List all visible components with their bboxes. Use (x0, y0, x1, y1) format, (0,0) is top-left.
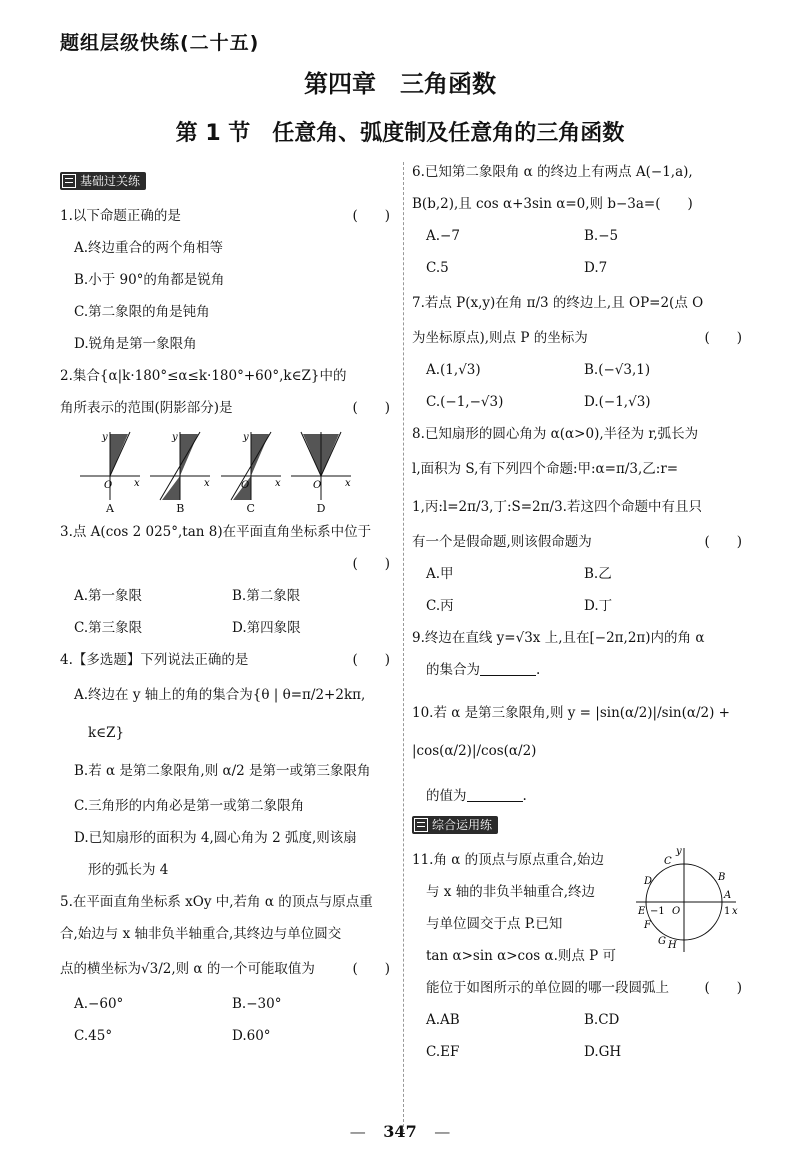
q4-option-a-line2: k∈Z} (88, 725, 125, 741)
q8-stem-line4: 有一个是假命题,则该假命题为 (412, 534, 592, 550)
question-8 (412, 418, 742, 622)
q2-graph-a-label: A (106, 502, 114, 515)
q2-graph-c (219, 430, 283, 516)
x-label: x (204, 478, 210, 489)
q8-option-d: D.丁 (584, 598, 613, 614)
q11-stem-line3: 与单位圆交于点 P.已知 (426, 916, 563, 932)
y-label: y (172, 432, 178, 443)
q2-graph-c-label: C (246, 502, 255, 515)
q4-paren: ( ) (352, 652, 390, 668)
q2-graph-b-label: B (176, 502, 185, 515)
q6-option-a: A.−7 (426, 228, 460, 244)
q7-stem-line1: 7.若点 P(x,y)在角 π/3 的终边上,且 OP=2(点 O (412, 295, 704, 311)
q11-option-a: A.AB (426, 1012, 460, 1028)
column-divider (403, 162, 404, 1132)
q2-graph-a-svg (78, 430, 142, 502)
point-c-label: C (664, 856, 672, 867)
q2-paren: ( ) (352, 400, 390, 416)
q2-graph-d-label: D (316, 502, 326, 515)
q4-option-d-line1: D.已知扇形的面积为 4,圆心角为 2 弧度,则该扇 (74, 830, 357, 846)
question-4 (60, 644, 390, 886)
q8-option-b: B.乙 (584, 566, 612, 582)
origin-label: O (312, 480, 322, 491)
x-label: x (344, 478, 351, 489)
q9-end: . (536, 662, 541, 678)
question-1 (60, 200, 390, 360)
q7-option-b: B.(−√3,1) (584, 362, 651, 378)
q2-graphs (78, 430, 353, 516)
q1-option-b: B.小于 90°的角都是锐角 (74, 272, 225, 288)
q2-graph-d-svg (289, 430, 353, 502)
q8-stem-line3: 1,丙:l=2π/3,丁:S=2π/3.若这四个命题中有且只 (412, 499, 702, 515)
question-10 (412, 694, 742, 812)
q10-stem-line1: 10.若 α 是第三象限角,则 y = |sin(α/2)|/sin(α/2) + |cos(α/2)|/cos(α/2) (412, 705, 730, 759)
q7-option-c: C.(−1,−√3) (426, 394, 504, 410)
q11-stem-line4: tan α>sin α>cos α.则点 P 可 (426, 948, 617, 964)
q10-stem-line2: 的值为 (426, 788, 467, 804)
q7-option-a: A.(1,√3) (426, 362, 481, 378)
q5-stem-line2: 合,始边与 x 轴非负半轴重合,其终边与单位圆交 (60, 926, 342, 942)
q4-option-d-line2: 形的弧长为 4 (88, 862, 169, 878)
question-5 (60, 886, 390, 1052)
section-tag-basic: 基础过关练 (60, 172, 146, 190)
one-label: 1 (724, 906, 731, 917)
q5-option-c: C.45° (74, 1028, 113, 1044)
q2-graph-d (289, 430, 353, 516)
q5-stem-line3: 点的横坐标为√3/2,则 α 的一个可能取值为 (60, 961, 315, 977)
q9-answer-blank (480, 659, 536, 676)
q3-paren: ( ) (352, 556, 390, 572)
q2-graph-b (148, 430, 212, 516)
q4-option-c: C.三角形的内角必是第一或第二象限角 (74, 798, 305, 814)
y-label: y (102, 432, 108, 443)
question-7 (412, 284, 742, 418)
q5-stem-line1: 5.在平面直角坐标系 xOy 中,若角 α 的顶点与原点重 (60, 894, 373, 910)
left-column (60, 168, 390, 1052)
q2-stem-line2: 角所表示的范围(阴影部分)是 (60, 400, 233, 416)
q1-option-d: D.锐角是第一象限角 (74, 336, 197, 352)
q5-option-b: B.−30° (232, 996, 282, 1012)
point-a-label: A (724, 890, 732, 901)
q8-stem-line2: l,面积为 S,有下列四个命题:甲:α=π/3,乙:r= (412, 461, 679, 477)
point-h-label: H (668, 940, 677, 951)
right-column (412, 156, 742, 1068)
q4-option-b: B.若 α 是第二象限角,则 α/2 是第一或第三象限角 (74, 763, 371, 779)
x-label: x (732, 906, 738, 917)
origin-label: O (104, 480, 113, 491)
origin-label: O (240, 480, 249, 491)
q4-stem: 4.【多选题】下列说法正确的是 (60, 652, 249, 668)
question-6 (412, 156, 742, 284)
q2-graph-c-svg (219, 430, 283, 502)
notebook-icon (414, 818, 428, 832)
q11-option-d: D.GH (584, 1044, 622, 1060)
q6-stem-line1: 6.已知第二象限角 α 的终边上有两点 A(−1,a), (412, 164, 693, 180)
q7-stem-line2: 为坐标原点),则点 P 的坐标为 (412, 330, 588, 346)
q1-paren: ( ) (352, 208, 390, 224)
point-b-label: B (718, 872, 726, 883)
q8-paren: ( ) (704, 534, 742, 550)
series-title: 题组层级快练(二十五) (60, 32, 260, 54)
page-number-footer (0, 1122, 800, 1141)
shaded-region (162, 476, 180, 500)
q8-stem-line1: 8.已知扇形的圆心角为 α(α>0),半径为 r,弧长为 (412, 426, 699, 442)
q6-option-c: C.5 (426, 260, 449, 276)
q5-option-d: D.60° (232, 1028, 271, 1044)
q3-option-d: D.第四象限 (232, 620, 301, 636)
q3-option-c: C.第三象限 (74, 620, 143, 636)
q7-option-d: D.(−1,√3) (584, 394, 651, 410)
q5-paren: ( ) (352, 961, 390, 977)
q6-option-d: D.7 (584, 260, 608, 276)
page-number: 347 (383, 1122, 417, 1141)
question-11 (412, 844, 742, 1068)
minus-one-label: −1 (650, 906, 665, 917)
page-dash-right: — (434, 1122, 451, 1141)
point-f-label: F (644, 920, 651, 931)
q1-stem: 1.以下命题正确的是 (60, 208, 181, 224)
q1-option-a: A.终边重合的两个角相等 (74, 240, 224, 256)
point-d-label: D (644, 876, 653, 887)
q2-stem-line1: 2.集合{α|k·180°≤α≤k·180°+60°,k∈Z}中的 (60, 368, 347, 384)
origin-label: O (672, 906, 681, 917)
q6-option-b: B.−5 (584, 228, 619, 244)
question-2 (60, 360, 390, 516)
point-e-label: E (638, 906, 646, 917)
section-tag-comprehensive: 综合运用练 (412, 816, 498, 834)
y-label: y (676, 846, 682, 857)
q11-paren: ( ) (704, 980, 742, 996)
notebook-icon (62, 174, 76, 188)
q11-stem-line2: 与 x 轴的非负半轴重合,终边 (426, 884, 595, 900)
q11-stem-line5: 能位于如图所示的单位圆的哪一段圆弧上 (426, 980, 669, 996)
chapter-title: 第四章 三角函数 (304, 69, 496, 98)
q6-stem-line2: B(b,2),且 cos α+3sin α=0,则 b−3a=( ) (412, 196, 693, 212)
q9-stem-line1: 9.终边在直线 y=√3x 上,且在[−2π,2π)内的角 α (412, 630, 705, 646)
q8-option-a: A.甲 (426, 566, 454, 582)
point-g-label: G (658, 936, 666, 947)
x-label: x (134, 478, 140, 489)
q5-option-a: A.−60° (74, 996, 124, 1012)
q1-option-c: C.第二象限的角是钝角 (74, 304, 210, 320)
unit-circle-svg (632, 844, 742, 956)
q9-stem-line2: 的集合为 (426, 662, 480, 678)
q2-graph-b-svg (148, 430, 212, 502)
q11-stem-line1: 11.角 α 的顶点与原点重合,始边 (412, 852, 604, 868)
q8-option-c: C.丙 (426, 598, 454, 614)
q2-graph-a (78, 430, 142, 516)
q3-option-a: A.第一象限 (74, 588, 143, 604)
y-label: y (242, 432, 249, 443)
q7-paren: ( ) (704, 330, 742, 346)
q11-option-c: C.EF (426, 1044, 460, 1060)
q11-option-b: B.CD (584, 1012, 620, 1028)
section-title: 第 1 节 任意角、弧度制及任意角的三角函数 (175, 121, 625, 146)
q4-option-a-line1: A.终边在 y 轴上的角的集合为{θ | θ=π/2+2kπ, (74, 687, 366, 703)
q3-option-b: B.第二象限 (232, 588, 301, 604)
question-3 (60, 516, 390, 644)
page-dash-left: — (349, 1122, 366, 1141)
q10-answer-blank (467, 785, 523, 802)
unit-circle-figure (632, 844, 742, 968)
q3-stem: 3.点 A(cos 2 025°,tan 8)在平面直角坐标系中位于 (60, 524, 372, 540)
question-9 (412, 622, 742, 686)
q10-end: . (522, 788, 527, 804)
x-label: x (274, 478, 281, 489)
